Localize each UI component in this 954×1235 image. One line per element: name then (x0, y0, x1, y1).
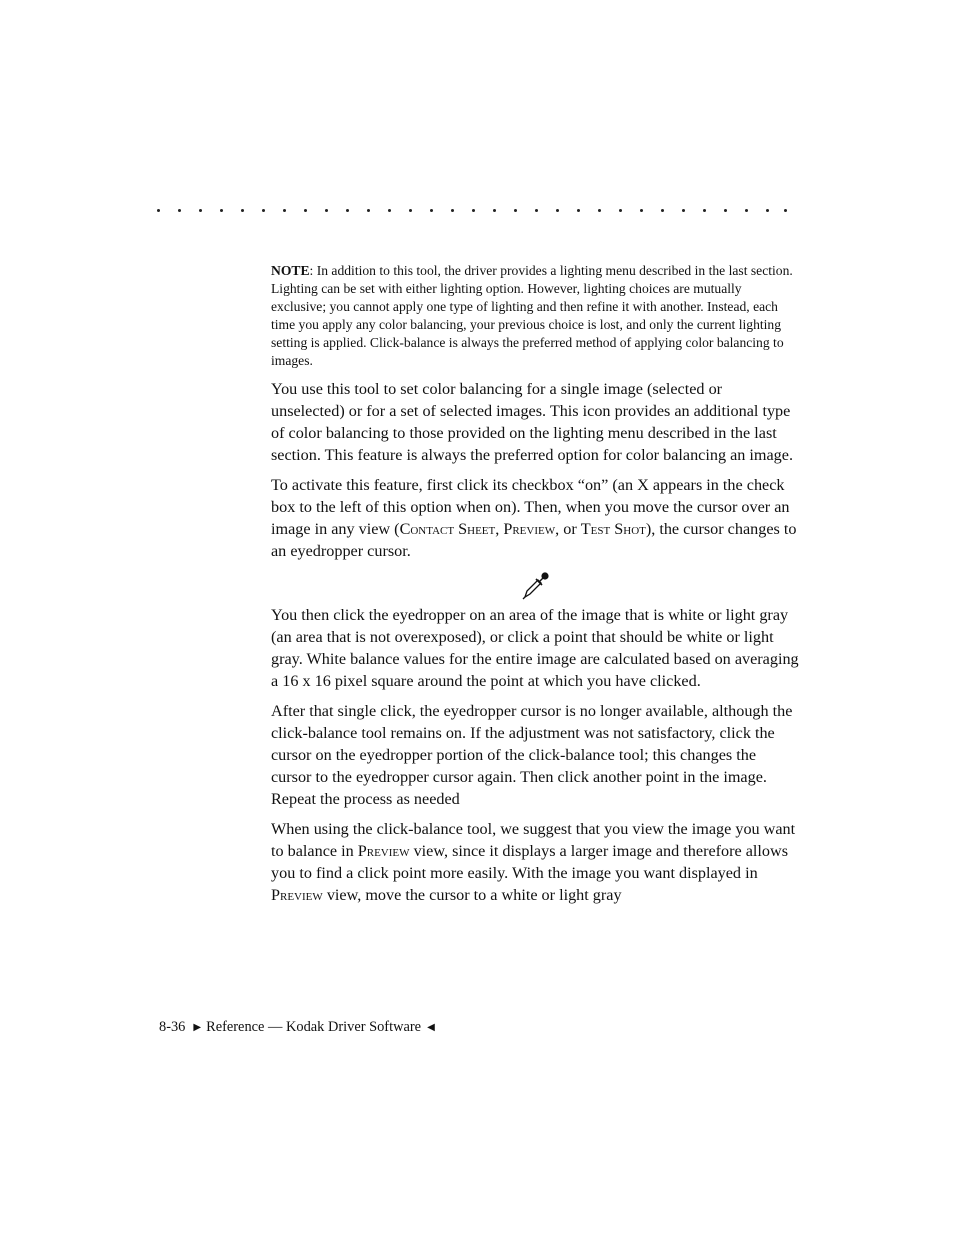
eyedropper-icon (521, 570, 551, 600)
paragraph-intro: You use this tool to set color balancing for a single image (selected or unselected) or for a set of selected images. This icon provides an additional type of color balancing to those provided on the lighting menu described in the last section. This feature is always the preferred option for color balancing an image. (271, 380, 794, 464)
view-name-preview: Preview (271, 886, 323, 904)
view-name-contact-sheet: Contact Sheet (399, 520, 496, 538)
paragraph-click: You then click the eyedropper on an area of the image that is white or light gray (an area that is not overexposed), or click a point that should be white or light gray. White balance values for the entire image are calculated based on averaging a 16 x 16 pixel square around the point at which you have clicked. (271, 606, 799, 690)
note-label: NOTE (271, 263, 310, 278)
paragraph-activate: To activate this feature, first click its checkbox “on” (an X appears in the check box to the left of this option when on). Then, when you move the cursor over an image in any view (Contact Sheet, Preview, or Test Shot), the cursor changes to an eyedropper cursor. (271, 476, 797, 560)
view-name-preview: Preview (357, 842, 410, 860)
page-footer (159, 1018, 435, 1038)
paragraph-after-click: After that single click, the eyedropper cursor is no longer available, although the click-balance tool remains on. If the adjustment was not satisfactory, click the cursor on the eyedropper portion of the click-balance tool; this changes the cursor to the eyedropper cursor again. Then click another point in the image. Repeat the process as needed (271, 702, 793, 808)
page-number: 8-36 (159, 1019, 186, 1035)
note-paragraph (271, 262, 799, 370)
paragraph-preview-suggestion: When using the click-balance tool, we suggest that you view the image you want to balance in Preview view, since it displays a larger image and therefore allows you to find a click point more easily. With the image you want displayed in Preview view, move the cursor to a white or light gray (271, 820, 796, 904)
footer-title: Reference — Kodak Driver Software (206, 1019, 422, 1035)
dotted-rule (157, 203, 797, 219)
view-name-preview: Preview (503, 520, 556, 538)
note-text: : In addition to this tool, the driver provides a lighting menu described in the last section. Lighting can be set with either lighting option. However, lighting choices are mutually exclusive; you cannot apply one type of lighting and then refine it with another. Instead, each time you apply any color balancing, your previous choice is lost, and only the current lighting setting is applied. Click-balance is always the preferred method of applying color balancing to images. (271, 263, 793, 368)
triangle-right-icon: ▶ (193, 1022, 202, 1033)
view-name-test-shot: Test Shot (580, 520, 646, 538)
triangle-left-icon: ◀ (427, 1022, 435, 1033)
main-content (271, 262, 799, 914)
eyedropper-figure (271, 570, 799, 604)
